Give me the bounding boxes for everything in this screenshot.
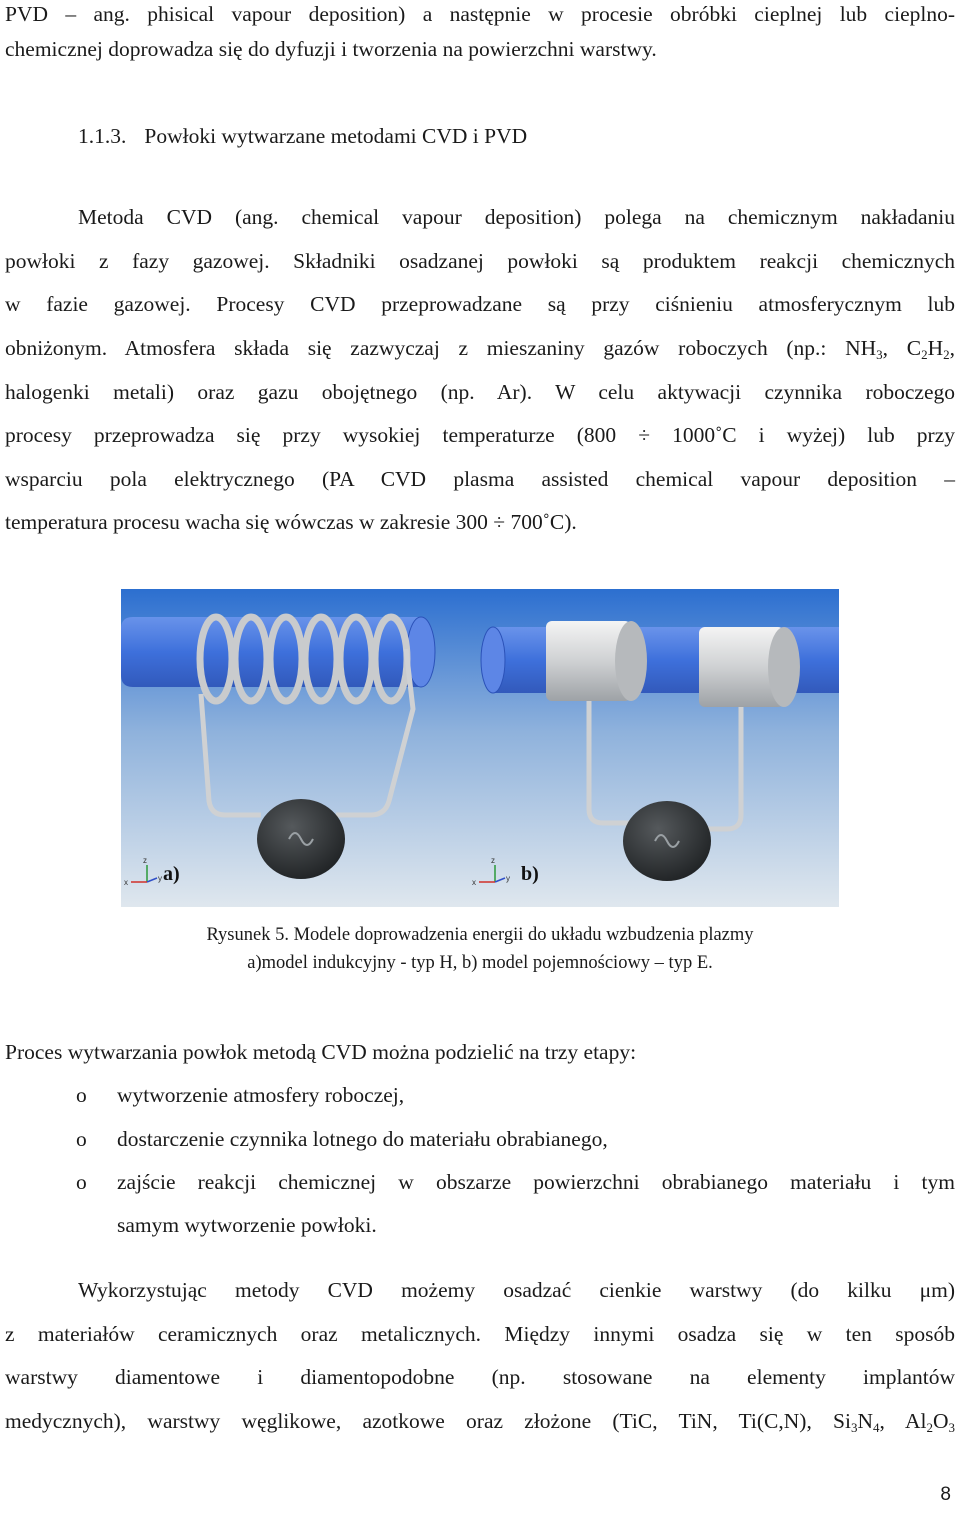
axis-z-label: z xyxy=(143,856,147,865)
label-b: b) xyxy=(521,863,539,885)
cvd-line-8: temperatura procesu wacha się wówczas w zakresie 300 ÷ 700˚C). xyxy=(5,510,577,534)
axis-x-label: x xyxy=(124,878,128,887)
cvd-line-6: procesy przeprowadza się przy wysokiej temperaturze (800 ÷ 1000˚C i wyżej) lub przy xyxy=(5,423,955,447)
figure-caption-line-2: a)model indukcyjny - typ H, b) model pojemnościowy – typ E. xyxy=(247,953,713,973)
bullet-marker: o xyxy=(76,1170,87,1194)
stages-intro: Proces wytwarzania powłok metodą CVD można podzielić na trzy etapy: xyxy=(5,1040,637,1064)
cvd-line-4-text: , xyxy=(949,336,955,360)
stage-item-1: wytworzenie atmosfery roboczej, xyxy=(117,1083,405,1107)
subscript: 4 xyxy=(873,1420,880,1435)
last-para-line-1: Wykorzystując metody CVD możemy osadzać cienkie warstwy (do kilku μm) xyxy=(78,1278,955,1302)
subscript: 2 xyxy=(943,347,950,362)
stage-item-3: zajście reakcji chemicznej w obszarze powierzchni obrabianego materiału i tym xyxy=(117,1170,955,1194)
plasma-models-figure xyxy=(121,589,839,907)
electrode-ring-2-end xyxy=(768,627,800,707)
last-para-line-4-text: , Al xyxy=(879,1409,927,1433)
section-number: 1.1.3. xyxy=(78,124,127,148)
axis-y-label: y xyxy=(506,874,510,883)
cvd-line-3: w fazie gazowej. Procesy CVD przeprowadzane są przy ciśnieniu atmosferycznym lub xyxy=(5,292,955,316)
cvd-line-4-text: obniżonym. Atmosfera składa się zazwyczaj z mieszaniny gazów roboczych (np.: NH xyxy=(5,336,877,360)
cvd-line-7: wsparciu pola elektrycznego (PA CVD plasma assisted chemical vapour deposition – xyxy=(5,467,955,491)
cvd-line-1: Metoda CVD (ang. chemical vapour deposition) polega na chemicznym nakładaniu xyxy=(78,205,955,229)
section-heading xyxy=(78,122,527,150)
tube-b-end xyxy=(481,627,505,693)
subscript: 3 xyxy=(876,347,883,362)
axis-y-label: y xyxy=(158,874,162,883)
last-para-line-4-text: medycznych), warstwy węglikowe, azotkowe oraz złożone (TiC, TiN, Ti(C,N), Si xyxy=(5,1409,851,1433)
last-para-line-4-text: N xyxy=(857,1409,874,1433)
figure-caption-line-1: Rysunek 5. Modele doprowadzenia energii do układu wzbudzenia plazmy xyxy=(206,925,754,945)
bullet-marker: o xyxy=(76,1127,87,1151)
cvd-line-5: halogenki metali) oraz gazu obojętnego (np. Ar). W celu aktywacji czynnika roboczego xyxy=(5,380,955,404)
cvd-line-4-text: , C xyxy=(882,336,922,360)
subscript: 3 xyxy=(851,1420,858,1435)
last-para-line-4 xyxy=(5,1407,955,1435)
page-number: 8 xyxy=(940,1484,951,1505)
subscript: 3 xyxy=(948,1420,955,1435)
bullet-marker: o xyxy=(76,1083,87,1107)
axis-z-label: z xyxy=(491,856,495,865)
last-para-line-3: warstwy diamentowe i diamentopodobne (np. stosowane na elementy implantów xyxy=(5,1365,955,1389)
section-title: Powłoki wytwarzane metodami CVD i PVD xyxy=(144,124,528,148)
cvd-line-4-text: H xyxy=(927,336,944,360)
axis-x-label: x xyxy=(472,878,476,887)
intro-line-1: PVD – ang. phisical vapour deposition) a następnie w procesie obróbki cieplnej lub cieplno- xyxy=(5,2,955,26)
last-para-line-4-text: O xyxy=(932,1409,949,1433)
last-para-line-2: z materiałów ceramicznych oraz metalicznych. Między innymi osadza się w ten sposób xyxy=(5,1322,955,1346)
stage-item-3-continuation: samym wytworzenie powłoki. xyxy=(117,1213,377,1237)
label-a: a) xyxy=(163,863,180,885)
intro-line-2: chemicznej doprowadza się do dyfuzji i tworzenia na powierzchni warstwy. xyxy=(5,37,657,61)
cvd-line-4 xyxy=(5,334,955,362)
electrode-ring-1-end xyxy=(615,621,647,701)
stage-item-2: dostarczenie czynnika lotnego do materiału obrabianego, xyxy=(117,1127,608,1151)
figure-illustration xyxy=(121,589,839,907)
subscript: 2 xyxy=(921,347,928,362)
subscript: 2 xyxy=(926,1420,933,1435)
cvd-line-2: powłoki z fazy gazowej. Składniki osadzanej powłoki są produktem reakcji chemicznych xyxy=(5,249,955,273)
